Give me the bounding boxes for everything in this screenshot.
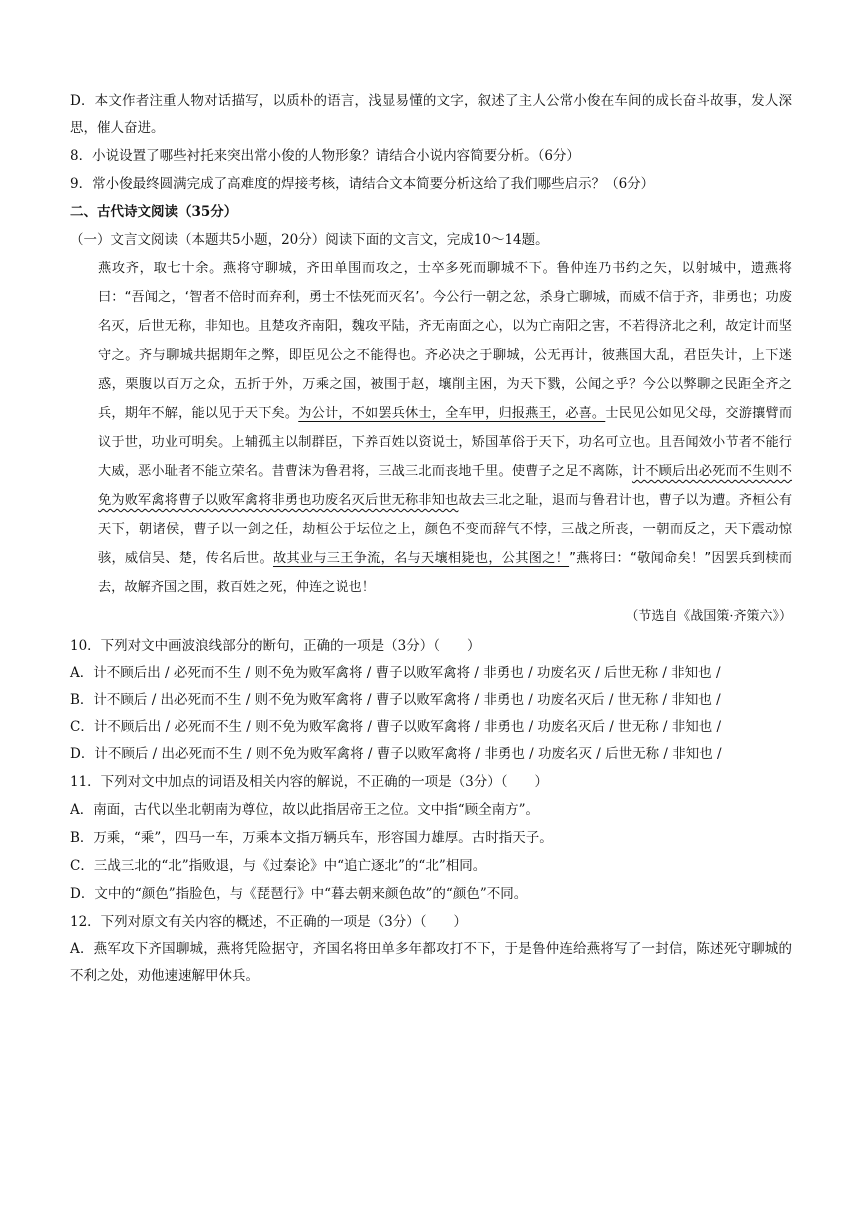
classical-passage — [70, 254, 792, 602]
question-10-option-b: B．计不顾后 / 出必死而不生 / 则不免为败军禽将 / 曹子以败军禽将 / 非勇也 / 功废名灭后 / 世无称 / 非知也 / — [70, 692, 721, 708]
question-10-option-c: C．计不顾后出 / 必死而不生 / 则不免为败军禽将 / 曹子以败军禽将 / 非勇也 / 功废名灭后 / 世无称 / 非知也 / — [70, 719, 722, 735]
passage-source: （节选自《战国策·齐策六》） — [625, 609, 792, 624]
passage-text-2: 士民见公如见父母，交游攘臂而议于世，功业可明矣。上辅孤主以制群臣，下养百姓以资说士，矫国革俗于天下，功名可立也。且吾闻效小节者不能行大威，恶小耻者不能立荣名。昔曹沫为鲁君将，三战三北而丧地千里。使曹子之足不离陈， — [98, 406, 793, 479]
question-11-stem: 11．下列对文中加点的词语及相关内容的解说，不正确的一项是（3分）（ ） — [70, 774, 549, 790]
passage-text-4: ”燕将曰：“敬闻命矣！”因罢兵到椟而去，故解齐国之围，救百姓之死，仲连之说也！ — [98, 551, 793, 595]
q7-option-d: D．本文作者注重人物对话描写，以质朴的语言，浅显易懂的文字，叙述了主人公常小俊在车间的成长奋斗故事，发人深思，催人奋进。 — [70, 93, 792, 136]
question-11-option-c: C．三战三北的“北”指败退，与《过秦论》中“追亡逐北”的“北”相同。 — [70, 858, 487, 874]
exam-page — [70, 88, 792, 990]
question-12-option-a: A．燕军攻下齐国聊城，燕将凭险据守，齐国名将田单多年都攻打不下，于是鲁仲连给燕将写了一封信，陈述死守聊城的不利之处，劝他速速解甲休兵。 — [70, 941, 792, 984]
question-11-option-d: D．文中的“颜色”指脸色，与《琵琶行》中“暮去朝来颜色故”的“颜色”不同。 — [70, 886, 528, 902]
question-8: 8．小说设置了哪些衬托来突出常小俊的人物形象？请结合小说内容简要分析。（6分） — [70, 148, 580, 164]
underlined-sentence-1: 为公计，不如罢兵休士，全车甲，归报燕王，必喜。 — [298, 406, 606, 421]
section-title: 二、古代诗文阅读（35分） — [70, 204, 238, 220]
question-11-option-a: A．南面，古代以坐北朝南为尊位，故以此指居帝王之位。文中指“顾全南方”。 — [70, 802, 540, 818]
passage-text-1: 燕攻齐，取七十余。燕将守聊城，齐田单围而攻之，士卒多死而聊城不下。鲁仲连乃书约之矢，以射城中，遗燕将曰：“吾闻之，‘智者不倍时而弃利，勇士不怯死而灭名’。今公行一朝之忿，杀身亡聊城，而威不信于齐，非勇也；功废名灭，后世无称，非知也。且楚攻齐南阳，魏攻平陆，齐无南面之心，以为亡南阳之害，不若得济北之利，故定计而坚守之。齐与聊城共据期年之弊，即臣见公之不能得也。齐必决之于聊城，公无再计，彼燕国大乱，君臣失计，上下迷惑，栗腹以百万之众，五折于外，万乘之国，被围于赵，壤削主困，为天下戮，公闻之乎？今公以弊聊之民距全齐之兵，期年不解，能以见于天下矣。 — [98, 261, 792, 421]
passage-text-3: 故去三北之耻，退而与鲁君计也，曹子以为遭。齐桓公有天下，朝诸侯，曹子以一剑之任，劫桓公于坛位之上，颜色不变而辞气不悖，三战之所丧，一朝而反之，天下震动惊骇，威信吴、楚，传名后世。 — [98, 493, 793, 566]
question-10-option-a: A．计不顾后出 / 必死而不生 / 则不免为败军禽将 / 曹子以败军禽将 / 非勇也 / 功废名灭 / 后世无称 / 非知也 / — [70, 665, 721, 681]
question-12-stem: 12．下列对原文有关内容的概述，不正确的一项是（3分）（ ） — [70, 914, 468, 930]
wavy-underlined-sentence: 计不顾后出必死而不生则不免为败军禽将曹子以败军禽将非勇也功废名灭后世无称非知也 — [98, 464, 792, 508]
passage-paragraph — [70, 254, 792, 602]
question-11-option-b: B．万乘，“乘”，四马一车，万乘本文指万辆兵车，形容国力雄厚。古时指天子。 — [70, 830, 553, 846]
question-9: 9．常小俊最终圆满完成了高难度的焊接考核，请结合文本简要分析这给了我们哪些启示？（6分） — [70, 176, 655, 192]
subsection-title: （一）文言文阅读（本题共5小题，20分）阅读下面的文言文，完成10～14题。 — [70, 232, 549, 248]
underlined-sentence-2: 故其业与三王争流，名与天壤相毙也，公其图之！ — [272, 551, 570, 566]
question-10-stem: 10．下列对文中画波浪线部分的断句，正确的一项是（3分）（ ） — [70, 638, 481, 654]
question-10-option-d: D．计不顾后 / 出必死而不生 / 则不免为败军禽将 / 曹子以败军禽将 / 非勇也 / 功废名灭 / 后世无称 / 非知也 / — [70, 746, 722, 762]
